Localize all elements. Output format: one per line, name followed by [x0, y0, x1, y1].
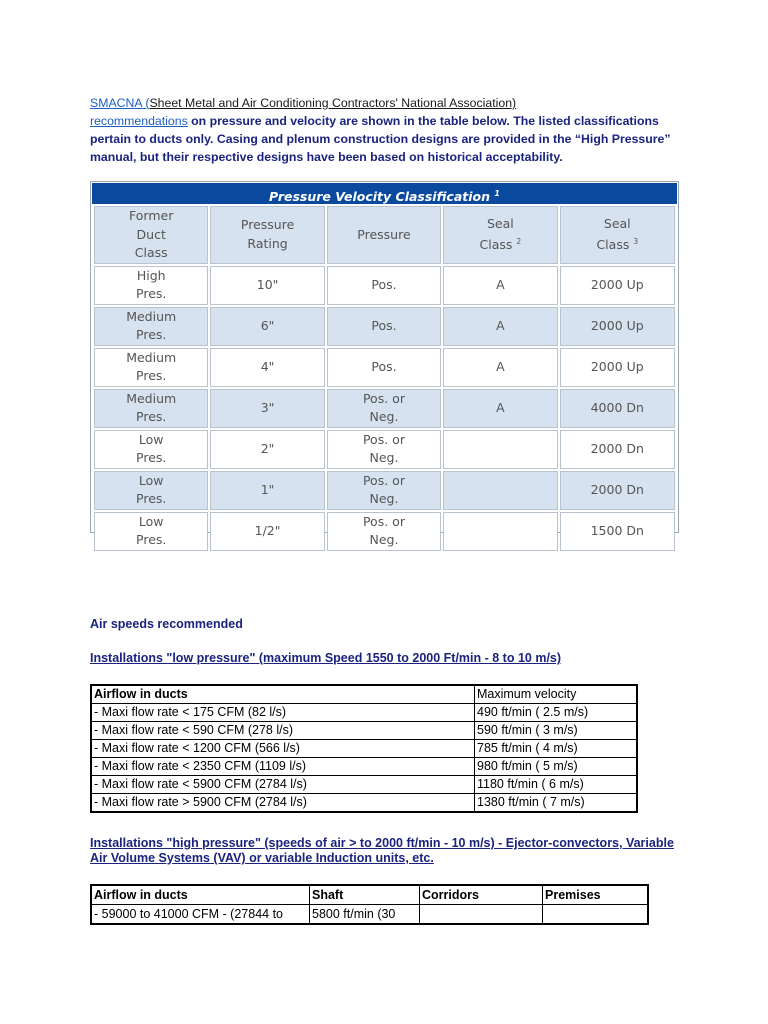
seal-class-cell: A	[443, 307, 557, 346]
rating-cell: 1"	[210, 471, 324, 510]
col-seal-class-3: Seal Class $^3$	[560, 206, 675, 264]
velocity-cell: 590 ft/min ( 3 m/s)	[475, 722, 638, 740]
pv-table-grid	[92, 204, 677, 553]
table-row	[91, 740, 637, 758]
smacna-full-name: Sheet Metal and Air Conditioning Contractors' National Association)	[149, 96, 517, 110]
table-row	[94, 430, 675, 469]
former-class-cell: Medium Pres.	[94, 348, 208, 387]
smacna-link[interactable]: SMACNA (	[90, 96, 150, 110]
header-premises: Premises	[543, 885, 649, 905]
intro-paragraph	[90, 94, 690, 166]
table-row	[91, 776, 637, 794]
rating-cell: 6"	[210, 307, 324, 346]
pressure-cell: Pos. or Neg.	[327, 430, 441, 469]
seal-class3-cell: 4000 Dn	[560, 389, 675, 428]
seal-class-cell: A	[443, 389, 557, 428]
col-seal-class-2: Seal Class $^2$	[443, 206, 557, 264]
former-class-cell: Medium Pres.	[94, 307, 208, 346]
seal-class3-cell: 2000 Up	[560, 307, 675, 346]
shaft-cell: 5800 ft/min (30	[310, 905, 420, 925]
former-class-cell: Low Pres.	[94, 512, 208, 551]
col-former-duct-class: Former Duct Class	[94, 206, 208, 264]
high-pressure-heading[interactable]: Installations "high pressure" (speeds of air > to 2000 ft/min - 10 m/s) - Ejector-convectors, Variable Air Volume Systems (VAV) or variable Induction units, etc.	[90, 836, 674, 865]
table-row	[91, 905, 648, 925]
table-row	[91, 758, 637, 776]
pressure-cell: Pos. or Neg.	[327, 389, 441, 428]
airflow-cell: - Maxi flow rate < 590 CFM (278 l/s)	[91, 722, 475, 740]
seal-class3-cell: 1500 Dn	[560, 512, 675, 551]
table-row	[91, 704, 637, 722]
pressure-cell: Pos.	[327, 266, 441, 305]
velocity-cell: 1380 ft/min ( 7 m/s)	[475, 794, 638, 813]
former-class-cell: Medium Pres.	[94, 389, 208, 428]
header-shaft: Shaft	[310, 885, 420, 905]
header-airflow: Airflow in ducts	[91, 685, 475, 704]
pressure-cell: Pos.	[327, 348, 441, 387]
seal-class3-cell: 2000 Up	[560, 348, 675, 387]
seal-class-cell	[443, 512, 557, 551]
table-row	[91, 722, 637, 740]
air-speeds-heading: Air speeds recommended	[90, 617, 243, 631]
rating-cell: 4"	[210, 348, 324, 387]
seal-class3-cell: 2000 Dn	[560, 430, 675, 469]
low-table-header-row	[91, 685, 637, 704]
corridors-cell	[420, 905, 543, 925]
velocity-cell: 980 ft/min ( 5 m/s)	[475, 758, 638, 776]
seal-class-cell: A	[443, 266, 557, 305]
col-pressure: Pressure	[327, 206, 441, 264]
pv-header-row	[94, 206, 675, 264]
seal-class3-cell: 2000 Dn	[560, 471, 675, 510]
former-class-cell: High Pres.	[94, 266, 208, 305]
premises-cell	[543, 905, 649, 925]
table-row	[94, 266, 675, 305]
rating-cell: 3"	[210, 389, 324, 428]
former-class-cell: Low Pres.	[94, 430, 208, 469]
table-row	[91, 794, 637, 813]
recommendations-link[interactable]: recommendations	[90, 114, 188, 128]
velocity-cell: 785 ft/min ( 4 m/s)	[475, 740, 638, 758]
pressure-cell: Pos. or Neg.	[327, 512, 441, 551]
pv-table-title: Pressure Velocity Classification $^1$	[92, 183, 677, 204]
rating-cell: 1/2"	[210, 512, 324, 551]
airflow-cell: - Maxi flow rate < 1200 CFM (566 l/s)	[91, 740, 475, 758]
pressure-cell: Pos. or Neg.	[327, 471, 441, 510]
col-pressure-rating: Pressure Rating	[210, 206, 324, 264]
table-row	[94, 389, 675, 428]
former-class-cell: Low Pres.	[94, 471, 208, 510]
low-pressure-heading[interactable]: Installations "low pressure" (maximum Speed 1550 to 2000 Ft/min - 8 to 10 m/s)	[90, 651, 562, 665]
airflow-cell: - Maxi flow rate < 5900 CFM (2784 l/s)	[91, 776, 475, 794]
pressure-cell: Pos.	[327, 307, 441, 346]
seal-class3-cell: 2000 Up	[560, 266, 675, 305]
high-pressure-table	[90, 884, 649, 925]
header-max-velocity: Maximum velocity	[475, 685, 638, 704]
pressure-velocity-table	[90, 181, 679, 547]
rating-cell: 2"	[210, 430, 324, 469]
seal-class-cell: A	[443, 348, 557, 387]
table-row	[94, 307, 675, 346]
table-row	[94, 471, 675, 510]
airflow-cell: - 59000 to 41000 CFM - (27844 to	[91, 905, 310, 925]
header-airflow: Airflow in ducts	[91, 885, 310, 905]
table-row	[94, 512, 675, 551]
airflow-cell: - Maxi flow rate < 175 CFM (82 l/s)	[91, 704, 475, 722]
airflow-cell: - Maxi flow rate < 2350 CFM (1109 l/s)	[91, 758, 475, 776]
low-pressure-table	[90, 684, 638, 813]
velocity-cell: 490 ft/min ( 2.5 m/s)	[475, 704, 638, 722]
seal-class-cell	[443, 430, 557, 469]
rating-cell: 10"	[210, 266, 324, 305]
airflow-cell: - Maxi flow rate > 5900 CFM (2784 l/s)	[91, 794, 475, 813]
header-corridors: Corridors	[420, 885, 543, 905]
high-table-header-row	[91, 885, 648, 905]
table-row	[94, 348, 675, 387]
velocity-cell: 1180 ft/min ( 6 m/s)	[475, 776, 638, 794]
intro-text: on pressure and velocity are shown in the table below. The listed classifications pertain to ducts only. Casing and plenum construction designs are provided in the “High Pressure” manual, but their respective designs have been based on historical acceptability.	[90, 114, 671, 164]
seal-class-cell	[443, 471, 557, 510]
